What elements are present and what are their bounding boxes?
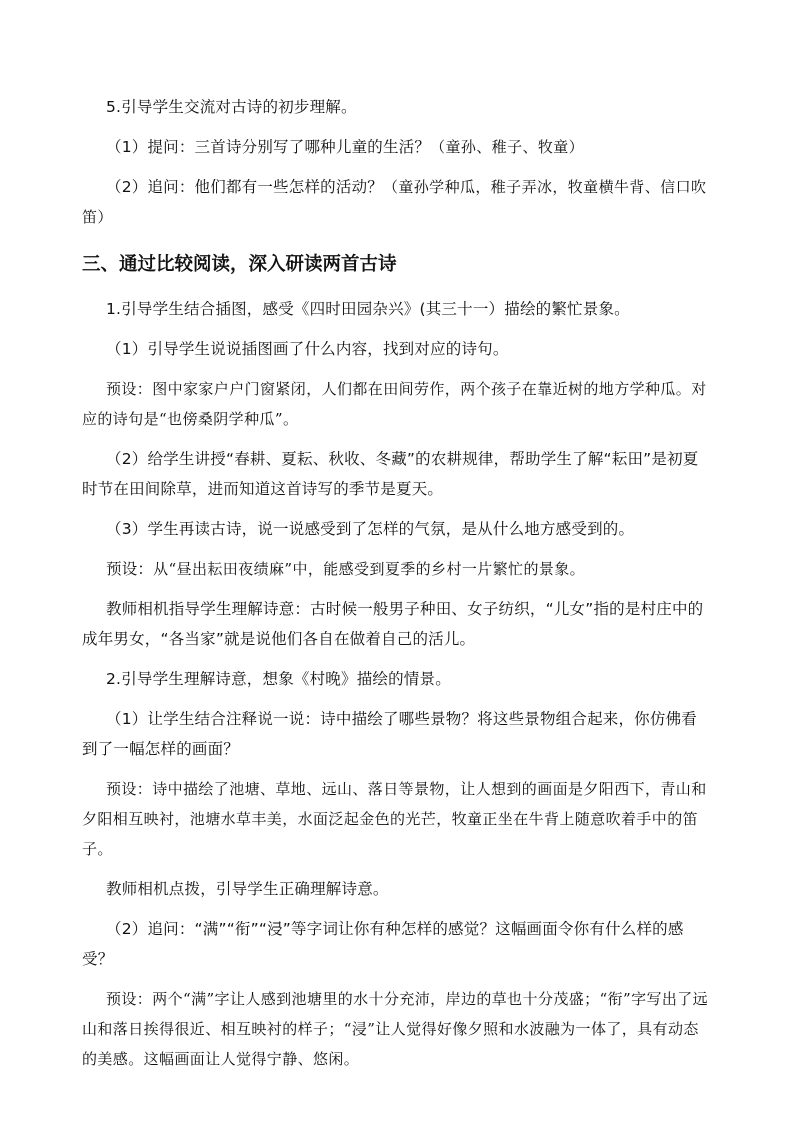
- answer-text: （童孙学种瓜，稚子弄冰，牧童横牛背、信口吹笛）: [82, 178, 707, 226]
- paragraph-text: （2）给学生讲授“春耕、夏耘、秋收、冬藏”的农耕规律，帮助学生了解“耘田”是初夏时节在田间除草，进而知道这首诗写的季节是夏天。: [82, 450, 699, 498]
- paragraph-preset-1: [82, 374, 710, 434]
- paragraph-item-5: [82, 92, 710, 122]
- preset-text: 预设：两个“满”字让人感到池塘里的水十分充沛，岸边的草也十分茂盛；“衔”字写出了远山和落日挨得很近、相互映衬的样子；“浸”让人觉得好像夕照和水波融为一体了，具有动态的美感。这幅画面让人觉得宁静、悠闲。: [82, 990, 709, 1068]
- paragraph-text: （2）追问：“满”“衔”“浸”等字词让你有种怎样的感觉？这幅画面令你有什么样的感受？: [82, 920, 684, 968]
- paragraph-item-2: [82, 664, 710, 694]
- paragraph-preset-3: [82, 774, 710, 864]
- question-text: （1）提问：三首诗分别写了哪种儿童的生活？: [106, 138, 431, 156]
- paragraph-preset-4: [82, 984, 710, 1074]
- paragraph-sub-1: [82, 334, 710, 364]
- paragraph-teacher-guide-2: [82, 874, 710, 904]
- paragraph-text: 1.引导学生结合插图，感受《四时田园杂兴》(其三十一）描绘的繁忙景象。: [106, 300, 630, 318]
- paragraph-text: （1）让学生结合注释说一说：诗中描绘了哪些景物？将这些景物组合起来，你仿佛看到了一幅怎样的画面？: [82, 710, 697, 758]
- paragraph-text: 5.引导学生交流对古诗的初步理解。: [106, 98, 357, 116]
- paragraph-teacher-guide-1: [82, 594, 710, 654]
- paragraph-text: （1）引导学生说说插图画了什么内容，找到对应的诗句。: [106, 340, 509, 358]
- paragraph-sub-3: [82, 514, 710, 544]
- preset-text: 从“昼出耘田夜绩麻”中，能感受到夏季的乡村一片繁忙的景象。: [153, 560, 586, 578]
- preset-text: 预设：图中家家户户门窗紧闭，人们都在田间劳作，两个孩子在靠近树的地方学种瓜。对应的诗句是“也傍桑阴学种瓜”。: [82, 380, 707, 428]
- question-text: （2）追问：他们都有一些怎样的活动？: [106, 178, 383, 196]
- paragraph-text: 教师相机指导学生理解诗意：古时候一般男子种田、女子纺织，“儿女”指的是村庄中的成年男女，“各当家”就是说他们各自在做着自己的活儿。: [82, 600, 704, 648]
- paragraph-sub-2: [82, 444, 710, 504]
- paragraph-preset-2: [82, 554, 710, 584]
- paragraph-sub-5: [82, 914, 710, 974]
- section-heading: 三、通过比较阅读，深入研读两首古诗: [82, 254, 397, 275]
- paragraph-text: （3）学生再读古诗，说一说感受到了怎样的气氛，是从什么地方感受到的。: [106, 520, 635, 538]
- paragraph-sub-4: [82, 704, 710, 764]
- document-body: [82, 92, 710, 1084]
- preset-text: 预设：诗中描绘了池塘、草地、远山、落日等景物，让人想到的画面是夕阳西下，青山和夕阳相互映衬，池塘水草丰美，水面泛起金色的光芒，牧童正坐在牛背上随意吹着手中的笛子。: [82, 780, 707, 858]
- preset-label: 预设：: [106, 560, 154, 578]
- answer-text: （童孙、稚子、牧童）: [430, 138, 585, 156]
- paragraph-text: 2.引导学生理解诗意，想象《村晚》描绘的情景。: [106, 670, 451, 688]
- paragraph-text: 教师相机点拨，引导学生正确理解诗意。: [106, 880, 389, 898]
- paragraph-question-1: [82, 132, 710, 162]
- paragraph-item-1: [82, 294, 710, 324]
- paragraph-question-2: [82, 172, 710, 232]
